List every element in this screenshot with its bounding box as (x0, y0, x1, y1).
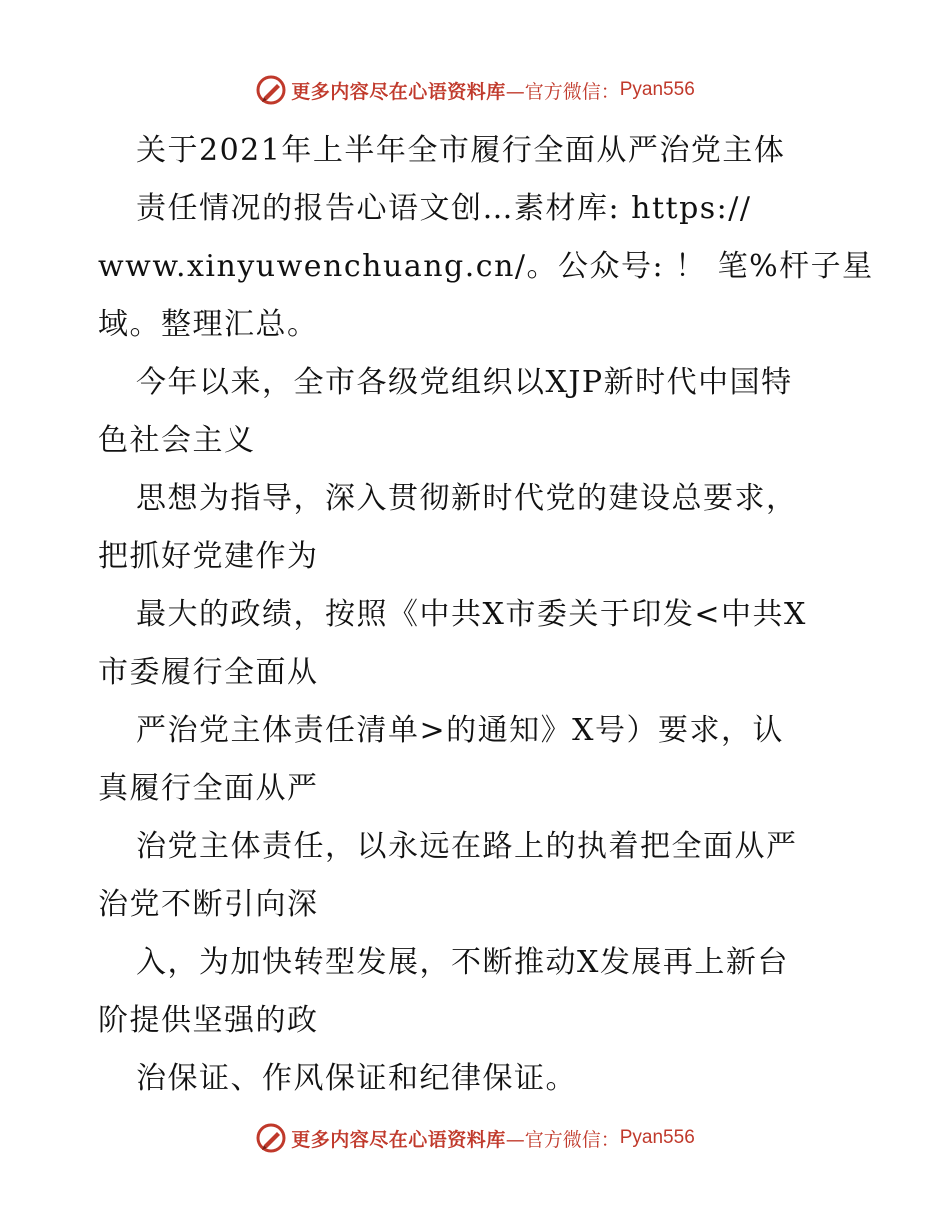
banner-brand-text: 更多内容尽在心语资料库 (291, 1128, 506, 1151)
pen-circle-icon (255, 74, 287, 106)
footer-banner (0, 1118, 950, 1158)
banner-account-text: Pyan556 (619, 79, 695, 100)
doc-line: 责任情况的报告心语文创…素材库: https:// (136, 191, 752, 226)
doc-line: 关于2021年上半年全市履行全面从严治党主体 (136, 133, 786, 168)
doc-line: 严治党主体责任清单>的通知》X号）要求，认 (136, 713, 784, 748)
banner-separator-text: —官方微信： (505, 1128, 620, 1151)
doc-line: 治保证、作风保证和纪律保证。 (136, 1061, 577, 1096)
doc-line: 域。整理汇总。 (98, 307, 319, 342)
doc-line: 把抓好党建作为 (98, 539, 319, 574)
document-body (98, 122, 874, 1108)
doc-line: 思想为指导，深入贯彻新时代党的建设总要求， (136, 481, 798, 516)
doc-line: 阶提供坚强的政 (98, 1003, 319, 1038)
banner-brand-text: 更多内容尽在心语资料库 (291, 80, 506, 103)
banner-separator-text: —官方微信： (505, 80, 620, 103)
doc-line: 市委履行全面从 (98, 655, 319, 690)
doc-line: 治党不断引向深 (98, 887, 319, 922)
doc-line: 今年以来，全市各级党组织以XJP新时代中国特 (136, 365, 793, 400)
doc-line: 最大的政绩，按照《中共X市委关于印发<中共X (136, 597, 807, 632)
doc-line: 治党主体责任，以永远在路上的执着把全面从严 (136, 829, 798, 864)
banner-account-text: Pyan556 (619, 1127, 695, 1148)
doc-line: 色社会主义 (98, 423, 256, 458)
doc-line: 真履行全面从严 (98, 771, 319, 806)
doc-line: www.xinyuwenchuang.cn/。公众号: ！ 笔%杆子星 (98, 249, 874, 284)
pen-circle-icon (255, 1122, 287, 1154)
header-banner (0, 70, 950, 110)
doc-line: 入，为加快转型发展，不断推动X发展再上新台 (136, 945, 789, 980)
